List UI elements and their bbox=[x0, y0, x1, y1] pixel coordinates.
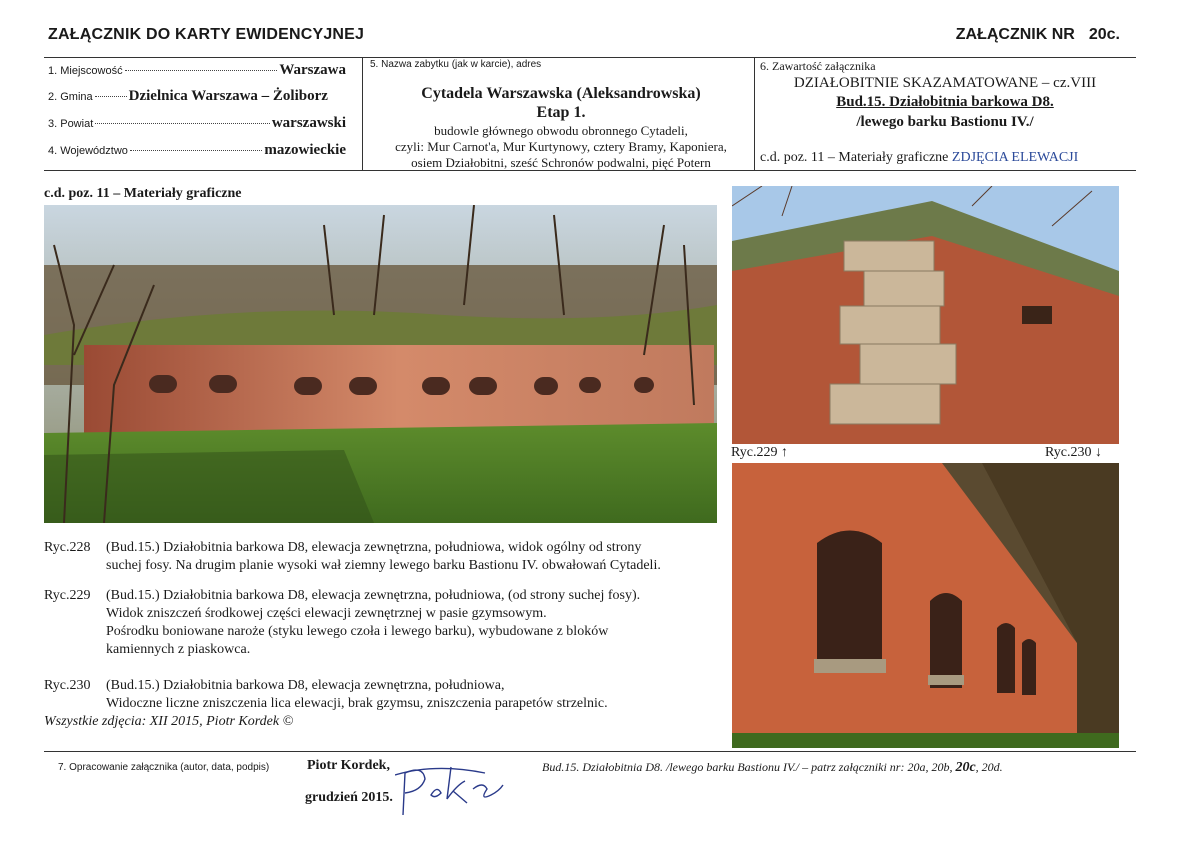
footer-author: Piotr Kordek, bbox=[307, 758, 390, 773]
field-locality: 1. Miejscowość Warszawa bbox=[48, 62, 346, 78]
photo-ryc-230 bbox=[732, 463, 1119, 748]
caption-ryc-230: Ryc.230 (Bud.15.) Działobitnia barkowa D8, elewacja zewnętrzna, południowa, Widoczne liczne zniszczenia lica elewacji, brak gzymsu, zniszczenia parapetów strzelnic. bbox=[44, 678, 608, 711]
monument-stage: Etap 1. bbox=[536, 104, 586, 121]
field-commune: 2. Gmina Dzielnica Warszawa – Żoliborz bbox=[48, 88, 328, 104]
contents-cell bbox=[760, 59, 1140, 169]
footer-label: 7. Opracowanie załącznika (autor, data, podpis) bbox=[58, 762, 270, 773]
footer-border bbox=[44, 751, 1136, 752]
monument-cell bbox=[370, 59, 752, 169]
label-ryc-229: Ryc.229 ↑ bbox=[731, 445, 788, 460]
photo-ryc-229 bbox=[732, 186, 1119, 444]
footer-reference-current: 20c bbox=[955, 760, 976, 775]
contents-highlight: ZDJĘCIA ELEWACJI bbox=[951, 150, 1079, 165]
document-title: ZAŁĄCZNIK DO KARTY EWIDENCYJNEJ bbox=[48, 26, 365, 43]
contents-line-4: c.d. poz. 11 – Materiały graficzne ZDJĘCIA ELEWACJI bbox=[760, 150, 1079, 165]
caption-ryc-228: Ryc.228 (Bud.15.) Działobitnia barkowa D8, elewacja zewnętrzna, południowa, widok ogólny od strony suchej fosy. Na drugim planie wysoki wał ziemny lewego barku Bastionu IV. obwałowań Cytadeli. bbox=[44, 540, 661, 573]
field-voivodeship: 4. Województwo mazowieckie bbox=[48, 142, 346, 158]
attachment-number: 20c. bbox=[1088, 26, 1120, 43]
contents-line-3: /lewego barku Bastionu IV./ bbox=[856, 114, 1034, 130]
attachment-label: ZAŁĄCZNIK NR bbox=[955, 26, 1075, 43]
monument-label: 5. Nazwa zabytku (jak w karcie), adres bbox=[370, 59, 542, 70]
signature-image bbox=[395, 755, 520, 825]
monument-desc-2: czyli: Mur Carnot'a, Mur Kurtynowy, cztery Bramy, Kaponiera, bbox=[395, 139, 727, 154]
monument-desc-1: budowle głównego obwodu obronnego Cytadeli, bbox=[434, 123, 688, 138]
contents-label: 6. Zawartość załącznika bbox=[760, 59, 876, 73]
field-county: 3. Powiat warszawski bbox=[48, 115, 346, 131]
table-top-border bbox=[44, 57, 1136, 58]
section-title: c.d. poz. 11 – Materiały graficzne bbox=[44, 186, 242, 201]
footer-reference: Bud.15. Działobitnia D8. /lewego barku Bastionu IV./ – patrz załączniki nr: 20a, 20b, 20c, 20d. bbox=[542, 760, 1003, 775]
table-divider-1 bbox=[362, 57, 363, 170]
photo-credit: Wszystkie zdjęcia: XII 2015, Piotr Kordek © bbox=[44, 714, 294, 729]
label-ryc-230: Ryc.230 ↓ bbox=[1045, 445, 1102, 460]
table-divider-2 bbox=[754, 57, 755, 170]
monument-desc-3: osiem Działobitni, sześć Schronów podwalni, pięć Potern bbox=[411, 155, 711, 170]
monument-name: Cytadela Warszawska (Aleksandrowska) bbox=[421, 85, 701, 102]
caption-ryc-229: Ryc.229 (Bud.15.) Działobitnia barkowa D8, elewacja zewnętrzna, południowa, (od strony suchej fosy). Widok zniszczeń środkowej części elewacji zewnętrznej w pasie gzymsowym. Pośrodku boniowane naroże (styku lewego czoła i lewego barku), wybudowane z bloków kamiennych z piaskowca. bbox=[44, 588, 641, 657]
contents-line-2: Bud.15. Działobitnia barkowa D8. bbox=[836, 94, 1054, 110]
photo-ryc-228 bbox=[44, 205, 717, 523]
contents-line-1: DZIAŁOBITNIE SKAZAMATOWANE – cz.VIII bbox=[793, 75, 1097, 91]
footer-date: grudzień 2015. bbox=[305, 790, 393, 805]
attachment-number-block bbox=[956, 26, 1120, 44]
